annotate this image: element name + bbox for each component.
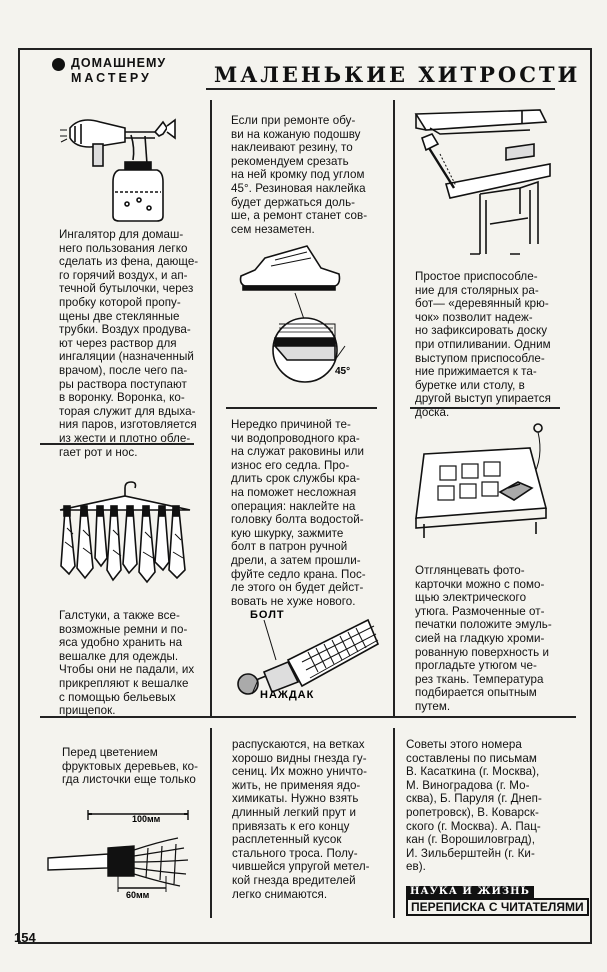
wire-brush-illustration — [48, 808, 208, 898]
bottom-rule-right — [393, 728, 395, 918]
faucet-text: Нередко причиной те- чи водопроводного кра- на служат раковины или износ его седла. Про- длить срок службы кра- на поможет несложная операция: наклейте на головку болта водостой- кую шкурку, зажмите болт в патрон ручной дрели, а затем прошли- фуйте седло крана. Пос- ле этого он будет дейст- вовать не хуже нового. — [231, 418, 366, 608]
angle-label: 45° — [335, 366, 351, 377]
drill-illustration — [228, 600, 388, 710]
inhaler-text: Ингалятор для домаш- него пользования легко сделать из фена, дающе- го горячий воздух, и ап- течной бутылочки, через пробку которой пропу- щены две стеклянные трубки. Воздух продува- ют через раствор для ингаляции (назначенный врачом), после чего па- ры раствора поступают в воронку. Воронка, ко- торая служит для вдыха- ния паров, изготовляется из жести и плотно обле- гает рот и нос. — [59, 228, 199, 459]
row-rule-center — [226, 407, 377, 409]
shoe-text: Если при ремонте обу- ви на кожаную подошву наклеивают резину, то рекомендуем срезать на ней кромку под углом 45°. Резиновая наклейка будет держаться доль- ше, а ремонт станет сов- сем незаметен. — [231, 114, 368, 236]
dimension-short: 60мм — [126, 890, 150, 900]
credits-text: Советы этого номера составлены по письмам В. Касаткина (г. Москва), М. Виноградова (г. Мо- сква), Б. Паруля (г. Днеп- ропетровск), В. Коварск- ского (г. Москва). А. Пац- кан (г. Ворошиловград), И. Зильберштейн (г. Ки- ев). — [406, 738, 542, 874]
page-number: 154 — [14, 930, 36, 945]
trees-text-part1: Перед цветением фруктовых деревьев, ко- гда листочки еще только — [62, 746, 199, 787]
column-rule-right — [393, 100, 395, 716]
shoe-illustration — [235, 238, 375, 388]
section-label-line2: МАСТЕРУ — [71, 71, 152, 85]
column-rule-left — [210, 100, 212, 716]
inhaler-illustration — [55, 108, 195, 223]
bolt-label: БОЛТ — [250, 609, 285, 621]
page-title: МАЛЕНЬКИЕ ХИТРОСТИ — [214, 62, 581, 87]
sawing-hook-illustration — [410, 104, 560, 264]
trees-text-part2: распускаются, на ветках хорошо видны гнезда гу- сениц. Их можно уничто- жить, не применяя ядо- химикаты. Нужно взять длинный легкий прут и привязать к его концу расплетенный кусок стального троса. Полу- чившейся упругой метел- кой гнезда вредителей легко снимаются. — [232, 738, 370, 901]
section-logo: ПЕРЕПИСКА С ЧИТАТЕЛЯМИ — [406, 898, 589, 916]
dimension-long: 100мм — [132, 814, 161, 824]
sawing-text: Простое приспособле- ние для столярных ра- бот— «деревянный крю- чок» позволит надеж- но зафиксировать доску при отпиливании. Одним выступом приспособле- ние прижимается к та- буретке или столу, в другой выступ упирается доска. — [415, 270, 551, 419]
tie-hanger-illustration — [55, 478, 195, 598]
magazine-logo: НАУКА И ЖИЗНЬ — [406, 886, 534, 898]
photo-iron-illustration — [410, 418, 560, 538]
ties-text: Галстуки, а также все- возможные ремни и по- яса удобно хранить на вешалке для одежды. Чтобы они не падали, их прикрепляют к вешалке с помощью бельевых прищепок. — [59, 609, 195, 718]
photo-text: Отглянцевать фото- карточки можно с помо- щью электрического утюга. Размоченные от- печатки положите эмуль- сией на гладкую хроми- рованную поверхность и прогладьте утюгом че- рез ткань. Температура подбирается опытным путем. — [415, 564, 552, 713]
bottom-rule-left — [210, 728, 212, 918]
sandpaper-label: НАЖДАК — [260, 689, 315, 701]
section-label-line1: ДОМАШНЕМУ — [71, 56, 167, 70]
